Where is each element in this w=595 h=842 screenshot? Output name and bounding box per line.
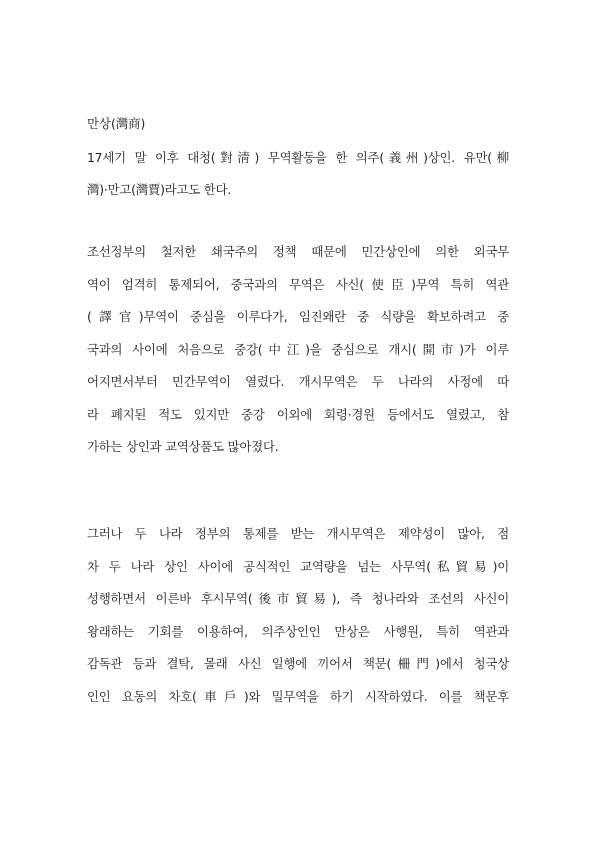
paragraph-line: 가하는 상인과 교역상품도 많아졌다.	[87, 439, 279, 454]
intro-line: 灣)·만고(灣賈)라고도 한다.	[87, 182, 232, 197]
paragraph-line: 라 폐지된 적도 있지만 중강 이외에 회령·경원 등에서도 열렸고, 참	[87, 407, 509, 422]
intro-line: 17세기 말 이후 대청(對淸) 무역활동을 한 의주(義州)상인. 유만(柳	[87, 150, 509, 165]
document-title: 만상(灣商)	[87, 116, 146, 131]
paragraph-line: (譯官)무역이 중심을 이루다가, 임진왜란 중 식량을 확보하려고 중	[87, 309, 509, 324]
paragraph-line: 인인 요동의 차호(車戶)와 밀무역을 하기 시작하였다. 이를 책문후	[87, 689, 509, 704]
paragraph-line: 그러나 두 나라 정부의 통제를 받는 개시무역은 제약성이 많아, 점	[87, 526, 509, 541]
paragraph-line: 성행하면서 이른바 후시무역(後市貿易), 즉 청나라와 조선의 사신이	[87, 591, 509, 606]
paragraph-line: 국과의 사이에 처음으로 중강(中江)을 중심으로 개시(開市)가 이루	[87, 342, 509, 357]
paragraph-line: 차 두 나라 상인 사이에 공식적인 교역량을 넘는 사무역(私貿易)이	[87, 559, 509, 574]
paragraph-line: 역이 엄격히 통제되어, 중국과의 무역은 사신(使臣)무역 특히 역관	[87, 277, 509, 292]
paragraph-line: 조선정부의 철저한 쇄국주의 정책 때문에 민간상인에 의한 외국무	[87, 244, 509, 259]
paragraph-line: 감독관 등과 결탁, 몰래 사신 일행에 끼어서 책문(柵門)에서 청국상	[87, 656, 509, 671]
paragraph-line: 왕래하는 기회를 이용하여, 의주상인인 만상은 사행원, 특히 역관과	[87, 624, 509, 639]
paragraph-line: 어지면서부터 민간무역이 열렸다. 개시무역은 두 나라의 사정에 따	[87, 374, 509, 389]
